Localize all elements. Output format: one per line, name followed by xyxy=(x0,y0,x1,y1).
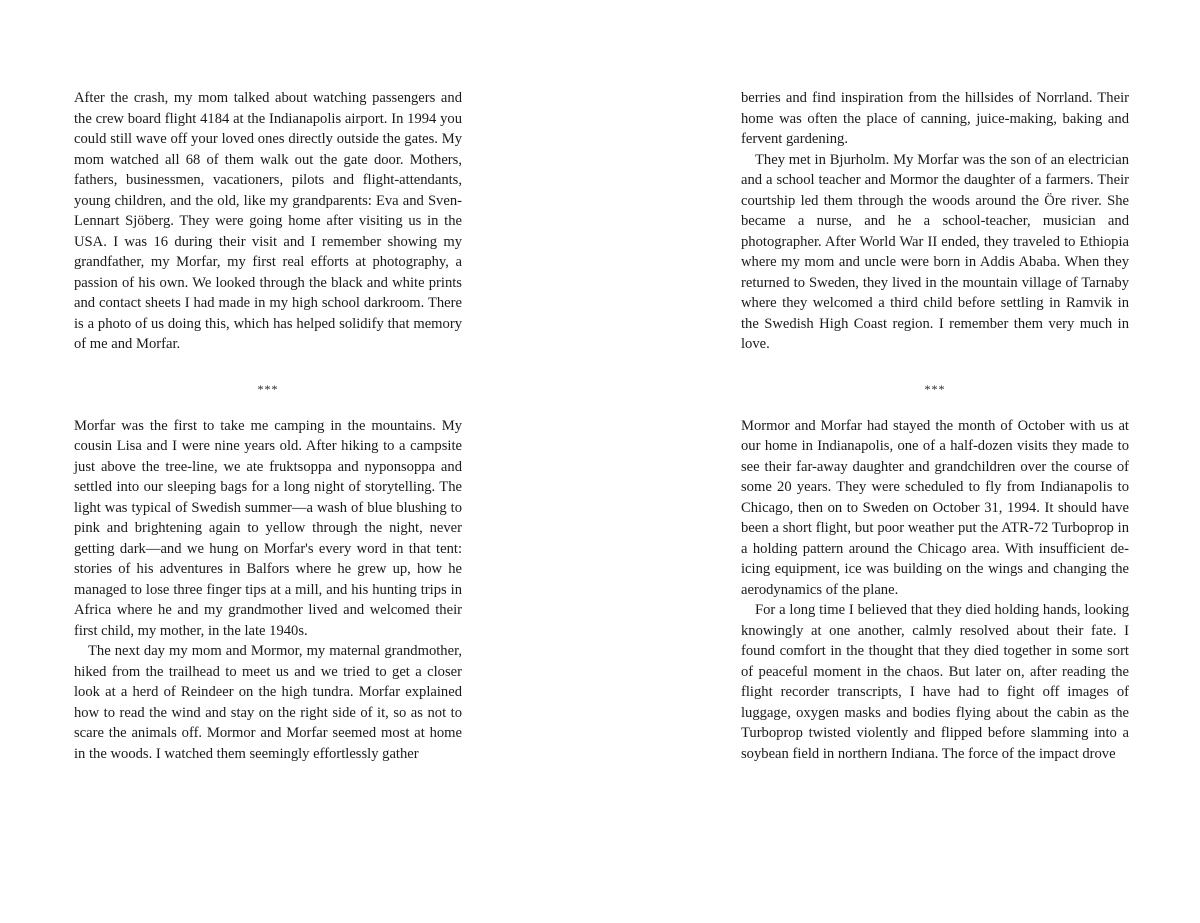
left-page xyxy=(74,88,462,764)
right-paragraph-october-visit: Mormor and Morfar had stayed the month of October with us at our home in Indianapolis, one of a half-dozen visits they made to see their far-away daughter and grandchildren over the course of some 20 years. They were scheduled to fly from Indianapolis to Chicago, then on to Sweden on October 31, 1994. It should have been a short flight, but poor weather put the ATR-72 Turboprop in a holding pattern around the Chicago area. With insufficient de-icing equipment, ice was building on the wings and changing the aerodynamics of the plane. xyxy=(741,417,1129,598)
right-paragraph-holding-hands: For a long time I believed that they died holding hands, looking knowingly at one another, calmly resolved about their fate. I found comfort in the thought that they died together in some sort of peaceful moment in the chaos. But later on, after reading the flight recorder transcripts, I have had to fight off images of luggage, oxygen masks and bodies flying about the cabin as the Turboprop twisted violently and flipped before slamming into a soybean field in northern Indiana. The force of the impact drove xyxy=(741,602,1129,762)
left-paragraph-camping: Morfar was the first to take me camping in the mountains. My cousin Lisa and I were nine years old. After hiking to a campsite just above the tree-line, we ate fruktsoppa and nyponsoppa and settled into our sleeping bags for a long night of storytelling. The light was typical of Swedish summer—a wash of blue blushing to pink and brightening again to yellow through the night, never getting dark—and we hung on Morfar's every word in that tent: stories of his adventures in Balfors where he grew up, how he managed to lose three finger tips at a mill, and his hunting trips in Africa where he and my grandmother lived and welcomed their first child, my mother, in the late 1940s. xyxy=(74,417,462,639)
left-paragraph-reindeer: The next day my mom and Mormor, my maternal grandmother, hiked from the trailhead to meet us and we tried to get a closer look at a herd of Reindeer on the high tundra. Morfar explained how to read the wind and stay on the right side of it, so as not to scare the animals off. Mormor and Morfar seemed most at home in the woods. I watched them seemingly effortlessly gather xyxy=(74,643,462,762)
left-paragraph-crash: After the crash, my mom talked about watching passengers and the crew board flight 4184 at the Indianapolis airport. In 1994 you could still wave off your loved ones directly outside the gates. My mom watched all 68 of them walk out the gate door. Mothers, fathers, businessmen, vacationers, pilots and flight-attendants, young children, and the old, like my grandparents: Eva and Sven-Lennart Sjöberg. They were going home after visiting us in the USA. I was 16 during their visit and I remember showing my grandfather, my Morfar, my first real efforts at photography, a passion of his own. We looked through the black and white prints and contact sheets I had made in my high school darkroom. There is a photo of us doing this, which has helped solidify that memory of me and Morfar. xyxy=(74,90,462,352)
left-section-separator: *** xyxy=(257,381,279,396)
right-section-separator: *** xyxy=(924,381,946,396)
right-paragraph-berries: berries and find inspiration from the hillsides of Norrland. Their home was often the place of canning, juice-making, baking and fervent gardening. xyxy=(741,90,1129,147)
right-paragraph-bjurholm: They met in Bjurholm. My Morfar was the son of an electrician and a school teacher and Mormor the daughter of a farmers. Their courtship led them through the woods around the Öre river. She became a nurse, and he a school-teacher, musician and photographer. After World War II ended, they traveled to Ethiopia where my mom and uncle were born in Addis Ababa. When they returned to Sweden, they lived in the mountain village of Tarnaby where they welcomed a third child before settling in Ramvik in the Swedish High Coast region. I remember them very much in love. xyxy=(741,151,1129,352)
right-page xyxy=(741,88,1129,764)
